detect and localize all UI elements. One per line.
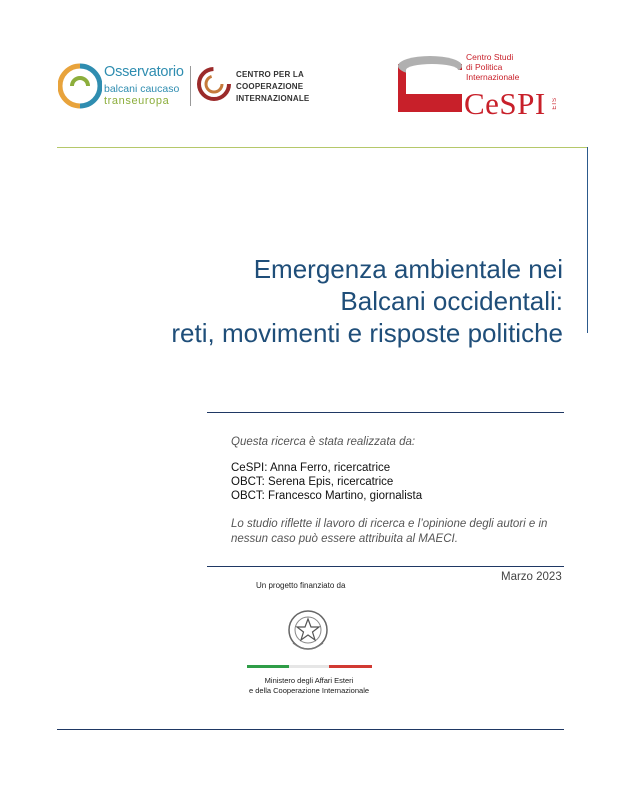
credits-intro: Questa ricerca è stata realizzata da: — [231, 436, 416, 448]
logo-divider — [190, 66, 191, 106]
obct-transeuropa: transeuropa — [104, 95, 170, 107]
author-line: CeSPI: Anna Ferro, ricercatrice — [231, 462, 391, 474]
footer-rule — [57, 729, 564, 730]
cespi-ets: ETS — [552, 98, 558, 110]
obct-emblem-icon — [58, 62, 102, 110]
obct-title: Osservatorio — [104, 64, 184, 80]
ccci-line1: CENTRO PER LA — [236, 70, 304, 79]
ccci-text — [236, 69, 309, 105]
ccci-emblem-icon — [196, 64, 232, 104]
cespi-line2: di Politica — [466, 62, 503, 72]
publication-date: Marzo 2023 — [501, 571, 562, 583]
author-line: OBCT: Serena Epis, ricercatrice — [231, 476, 394, 488]
credits-bottom-rule — [207, 566, 564, 567]
cespi-line1: Centro Studi — [466, 52, 514, 62]
cespi-subtitle — [466, 52, 519, 82]
title-line3: reti, movimenti e risposte politiche — [171, 318, 563, 348]
title-line2: Balcani occidentali: — [340, 286, 563, 316]
author-line: OBCT: Francesco Martino, giornalista — [231, 490, 423, 502]
disclaimer: Lo studio riflette il lavoro di ricerca e l’opinione degli autori e in nessun caso può essere attribuita al MAECI. — [231, 518, 548, 545]
header-rule — [57, 147, 588, 148]
credits-top-rule — [207, 412, 564, 413]
ccci-logo — [196, 64, 316, 110]
funding-label: Un progetto finanziato da — [256, 581, 346, 590]
cespi-line3: Internazionale — [466, 72, 520, 82]
title-side-rule — [587, 147, 588, 333]
title-line1: Emergenza ambientale nei — [253, 254, 563, 284]
flag-stripe-green — [247, 665, 289, 668]
flag-stripe-red — [329, 665, 372, 668]
ministry-name — [236, 676, 382, 696]
cespi-emblem-icon — [396, 52, 462, 122]
ministry-line2: e della Cooperazione Internazionale — [248, 686, 370, 695]
italian-republic-emblem-icon — [285, 605, 331, 655]
ccci-line3: INTERNAZIONALE — [236, 94, 310, 103]
obct-logo — [58, 62, 193, 110]
ccci-line2: COOPERAZIONE — [236, 82, 304, 91]
obct-subtitle: balcani caucaso — [104, 83, 180, 95]
cespi-name: CeSPI — [464, 86, 546, 121]
ministry-line1: Ministero degli Affari Esteri — [264, 676, 354, 685]
flag-stripe-white — [289, 665, 329, 668]
page-title — [171, 253, 563, 349]
cespi-logo — [396, 52, 566, 122]
